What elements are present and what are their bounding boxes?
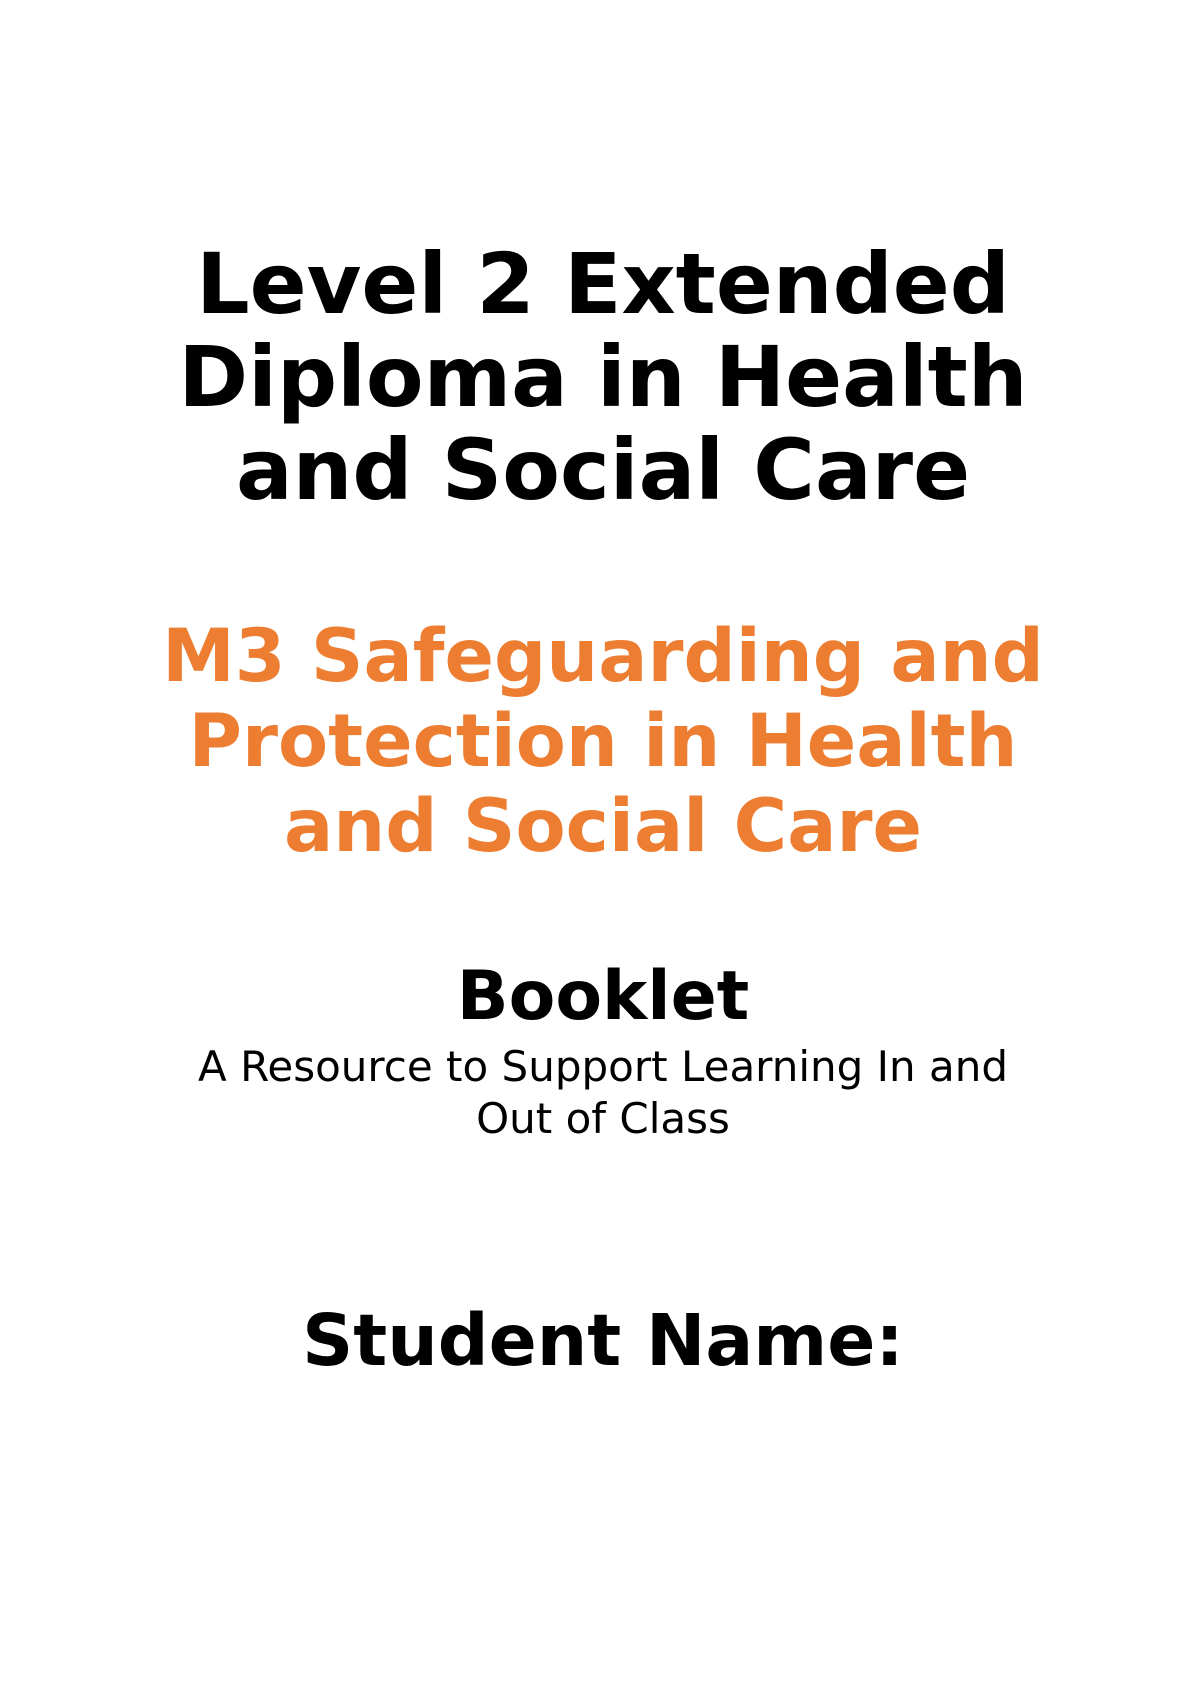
unit-title-line-2: Protection in Health [188, 699, 1018, 784]
document-title-line-2: Diploma in Health [178, 328, 1028, 426]
booklet-heading: Booklet [456, 957, 750, 1036]
student-name-label: Student Name: [302, 1299, 904, 1382]
document-title-line-1: Level 2 Extended [196, 235, 1010, 333]
unit-title-line-1: M3 Safeguarding and [162, 614, 1044, 699]
document-title-line-3: and Social Care [235, 421, 971, 519]
description-line-1: A Resource to Support Learning In and [198, 1042, 1008, 1091]
unit-title-line-3: and Social Care [284, 784, 922, 869]
description-line-2: Out of Class [476, 1094, 730, 1143]
